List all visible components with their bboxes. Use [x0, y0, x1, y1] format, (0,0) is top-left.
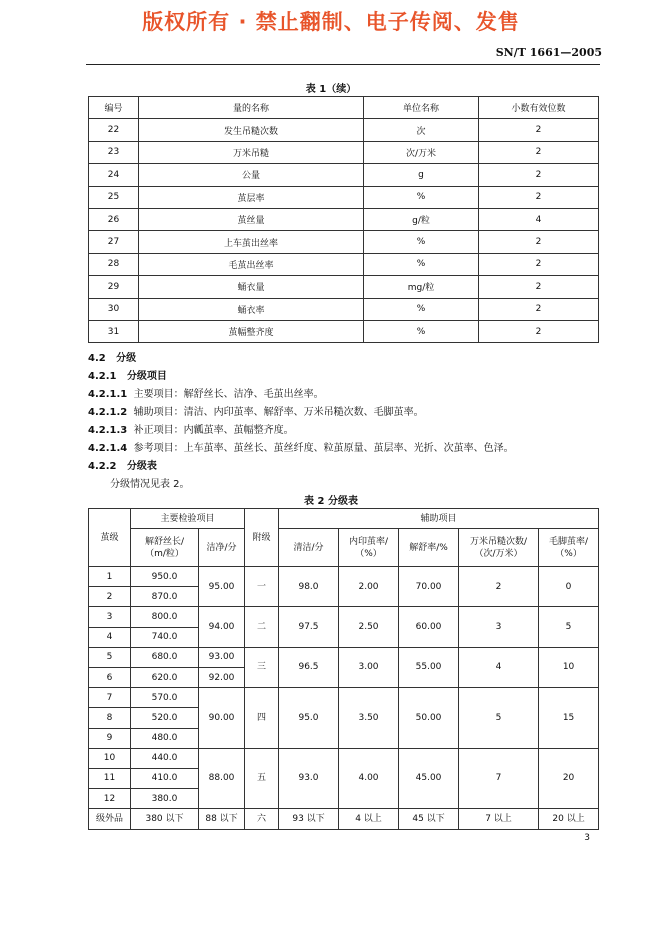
- unwind-length-cell: 740.0: [131, 627, 199, 647]
- aux-grade-cell: 三: [245, 647, 279, 687]
- table1-cell: 茧层率: [139, 186, 364, 208]
- table1-cell: 31: [89, 320, 139, 342]
- grade-cell: 11: [89, 768, 131, 788]
- table1-cell: 25: [89, 186, 139, 208]
- grade-cell: 10: [89, 748, 131, 768]
- cleanliness-cell: 97.5: [279, 607, 339, 647]
- table1-cell: 4: [479, 208, 599, 230]
- inner-print-cell: 2.00: [339, 567, 399, 607]
- unwind-rate-cell: 60.00: [399, 607, 459, 647]
- table1-header-cell: 量的名称: [139, 97, 364, 119]
- table2-row: [89, 567, 599, 587]
- inner-print-cell: 2.50: [339, 607, 399, 647]
- table1-cell: 蛹衣量: [139, 276, 364, 298]
- table1-header-cell: 小数有效位数: [479, 97, 599, 119]
- breaks-cell: 2: [459, 567, 539, 607]
- table1-header-cell: 单位名称: [364, 97, 479, 119]
- unwind-length-cell: 480.0: [131, 728, 199, 748]
- outside-grade-cell: 六: [245, 809, 279, 830]
- inner-print-cell: 3.00: [339, 647, 399, 687]
- table1-cell: 26: [89, 208, 139, 230]
- hairy-rate-cell: 20: [539, 748, 599, 809]
- table1-cell: 2: [479, 276, 599, 298]
- aux-grade-header: 附级: [245, 509, 279, 567]
- standard-number: SN/T 1661—2005: [495, 46, 602, 59]
- table1-cell: 茧丝量: [139, 208, 364, 230]
- section-4-2-1-2: 4.2.1.2 辅助项目：清洁、内印茧率、解舒率、万米吊糙次数、毛脚茧率。: [88, 407, 424, 418]
- table2-subheader-row: [89, 529, 599, 567]
- grade-cell: 8: [89, 708, 131, 728]
- neatness-cell: 95.00: [199, 567, 245, 607]
- table1-cell: 23: [89, 141, 139, 163]
- grade-cell: 6: [89, 667, 131, 687]
- unwind-length-cell: 520.0: [131, 708, 199, 728]
- table1-cell: g/粒: [364, 208, 479, 230]
- table2-caption: 表 2 分级表: [304, 496, 358, 507]
- outside-grade-cell: 20 以上: [539, 809, 599, 830]
- aux-grade-cell: 二: [245, 607, 279, 647]
- table1-cell: %: [364, 298, 479, 320]
- aux-grade-cell: 四: [245, 688, 279, 749]
- unwind-length-cell: 620.0: [131, 667, 199, 687]
- grade-cell: 5: [89, 647, 131, 667]
- table1-cell: 次: [364, 119, 479, 141]
- table1-row: [89, 253, 599, 275]
- table1-cell: %: [364, 231, 479, 253]
- table1-header-row: [89, 97, 599, 119]
- copyright-banner: 版权所有 · 禁止翻制、电子传阅、发售: [142, 10, 520, 34]
- page-number: 3: [584, 833, 590, 843]
- cleanliness-header: 清洁/分: [279, 529, 339, 567]
- table1-cell: 27: [89, 231, 139, 253]
- main-items-header: 主要检验项目: [131, 509, 245, 529]
- table1-cell: 2: [479, 320, 599, 342]
- table1-cell: 2: [479, 164, 599, 186]
- table1-body: [89, 119, 599, 343]
- neatness-cell: 90.00: [199, 688, 245, 749]
- hairy-rate-cell: 15: [539, 688, 599, 749]
- table1-cell: 次/万米: [364, 141, 479, 163]
- section-4-2-1-3: 4.2.1.3 补正项目：内瓤茧率、茧幅整齐度。: [88, 425, 294, 436]
- grade-cell: 3: [89, 607, 131, 627]
- table1-cell: 2: [479, 231, 599, 253]
- table2-outside-row: [89, 809, 599, 830]
- table1-row: [89, 276, 599, 298]
- table1-caption: 表 1（续）: [305, 84, 357, 95]
- table1-cell: 24: [89, 164, 139, 186]
- table1-row: [89, 119, 599, 141]
- table1-cell: 2: [479, 253, 599, 275]
- aux-grade-cell: 五: [245, 748, 279, 809]
- table1-row: [89, 320, 599, 342]
- unwind-rate-header: 解舒率/%: [399, 529, 459, 567]
- table1-cell: 2: [479, 186, 599, 208]
- table1-cell: mg/粒: [364, 276, 479, 298]
- table2: [88, 508, 599, 830]
- table1-cell: 上车茧出丝率: [139, 231, 364, 253]
- table2-row: [89, 748, 599, 768]
- table1-cell: 30: [89, 298, 139, 320]
- breaks-cell: 5: [459, 688, 539, 749]
- table1-cell: 毛茧出丝率: [139, 253, 364, 275]
- inner-print-header: 内印茧率/ （%）: [339, 529, 399, 567]
- grade-header: 茧级: [89, 509, 131, 567]
- body-paragraph: 分级情况见表 2。: [110, 479, 190, 490]
- outside-grade-cell: 级外品: [89, 809, 131, 830]
- grade-cell: 9: [89, 728, 131, 748]
- breaks-cell: 7: [459, 748, 539, 809]
- table1-cell: %: [364, 320, 479, 342]
- table1-cell: 29: [89, 276, 139, 298]
- cleanliness-cell: 96.5: [279, 647, 339, 687]
- cleanliness-cell: 95.0: [279, 688, 339, 749]
- table1-cell: 公量: [139, 164, 364, 186]
- hairy-rate-header: 毛脚茧率/ （%）: [539, 529, 599, 567]
- table1-row: [89, 141, 599, 163]
- breaks-cell: 3: [459, 607, 539, 647]
- table2-row: [89, 688, 599, 708]
- table2-header-row: [89, 509, 599, 529]
- table1: [88, 96, 599, 343]
- table1-cell: 2: [479, 298, 599, 320]
- table2-row: [89, 647, 599, 667]
- breaks-cell: 4: [459, 647, 539, 687]
- unwind-length-cell: 800.0: [131, 607, 199, 627]
- cleanliness-cell: 98.0: [279, 567, 339, 607]
- section-4-2-1-1: 4.2.1.1 主要项目：解舒丝长、洁净、毛茧出丝率。: [88, 389, 324, 400]
- table1-cell: g: [364, 164, 479, 186]
- table2-body: [89, 567, 599, 830]
- table1-row: [89, 298, 599, 320]
- neatness-cell: 93.00: [199, 647, 245, 667]
- aux-items-header: 辅助项目: [279, 509, 599, 529]
- table1-row: [89, 186, 599, 208]
- grade-cell: 7: [89, 688, 131, 708]
- grade-cell: 2: [89, 587, 131, 607]
- outside-grade-cell: 7 以上: [459, 809, 539, 830]
- breaks-header: 万米吊糙次数/ （次/万米）: [459, 529, 539, 567]
- table1-cell: 万米吊糙: [139, 141, 364, 163]
- inner-print-cell: 3.50: [339, 688, 399, 749]
- outside-grade-cell: 88 以下: [199, 809, 245, 830]
- neatness-cell: 88.00: [199, 748, 245, 809]
- table1-cell: 发生吊糙次数: [139, 119, 364, 141]
- outside-grade-cell: 93 以下: [279, 809, 339, 830]
- neatness-header: 洁净/分: [199, 529, 245, 567]
- unwind-length-cell: 410.0: [131, 768, 199, 788]
- table1-cell: 茧幅整齐度: [139, 320, 364, 342]
- hairy-rate-cell: 5: [539, 607, 599, 647]
- unwind-rate-cell: 45.00: [399, 748, 459, 809]
- neatness-cell: 92.00: [199, 667, 245, 687]
- outside-grade-cell: 380 以下: [131, 809, 199, 830]
- outside-grade-cell: 4 以上: [339, 809, 399, 830]
- table1-cell: %: [364, 253, 479, 275]
- inner-print-cell: 4.00: [339, 748, 399, 809]
- table1-cell: 2: [479, 141, 599, 163]
- table1-row: [89, 164, 599, 186]
- grade-cell: 1: [89, 567, 131, 587]
- unwind-rate-cell: 50.00: [399, 688, 459, 749]
- table1-cell: 2: [479, 119, 599, 141]
- table2-row: [89, 607, 599, 627]
- table1-cell: 蛹衣率: [139, 298, 364, 320]
- neatness-cell: 94.00: [199, 607, 245, 647]
- table1-cell: %: [364, 186, 479, 208]
- aux-grade-cell: 一: [245, 567, 279, 607]
- grade-cell: 4: [89, 627, 131, 647]
- unwind-length-cell: 440.0: [131, 748, 199, 768]
- unwind-length-cell: 380.0: [131, 789, 199, 809]
- table1-header-cell: 编号: [89, 97, 139, 119]
- unwind-length-cell: 680.0: [131, 647, 199, 667]
- outside-grade-cell: 45 以下: [399, 809, 459, 830]
- unwind-length-cell: 570.0: [131, 688, 199, 708]
- grade-cell: 12: [89, 789, 131, 809]
- hairy-rate-cell: 10: [539, 647, 599, 687]
- section-4-2-1-4: 4.2.1.4 参考项目：上车茧率、茧丝长、茧丝纤度、粒茧原量、茧层率、光折、次茧率、色泽。: [88, 443, 514, 454]
- unwind-length-header: 解舒丝长/ （m/粒）: [131, 529, 199, 567]
- unwind-rate-cell: 55.00: [399, 647, 459, 687]
- cleanliness-cell: 93.0: [279, 748, 339, 809]
- section-4-2: 4.2 分级: [88, 353, 137, 364]
- hairy-rate-cell: 0: [539, 567, 599, 607]
- unwind-length-cell: 870.0: [131, 587, 199, 607]
- unwind-length-cell: 950.0: [131, 567, 199, 587]
- table1-row: [89, 208, 599, 230]
- table1-cell: 22: [89, 119, 139, 141]
- header-rule: [86, 64, 600, 65]
- section-4-2-2: 4.2.2 分级表: [88, 461, 157, 472]
- unwind-rate-cell: 70.00: [399, 567, 459, 607]
- table1-cell: 28: [89, 253, 139, 275]
- section-4-2-1: 4.2.1 分级项目: [88, 371, 167, 382]
- table1-row: [89, 231, 599, 253]
